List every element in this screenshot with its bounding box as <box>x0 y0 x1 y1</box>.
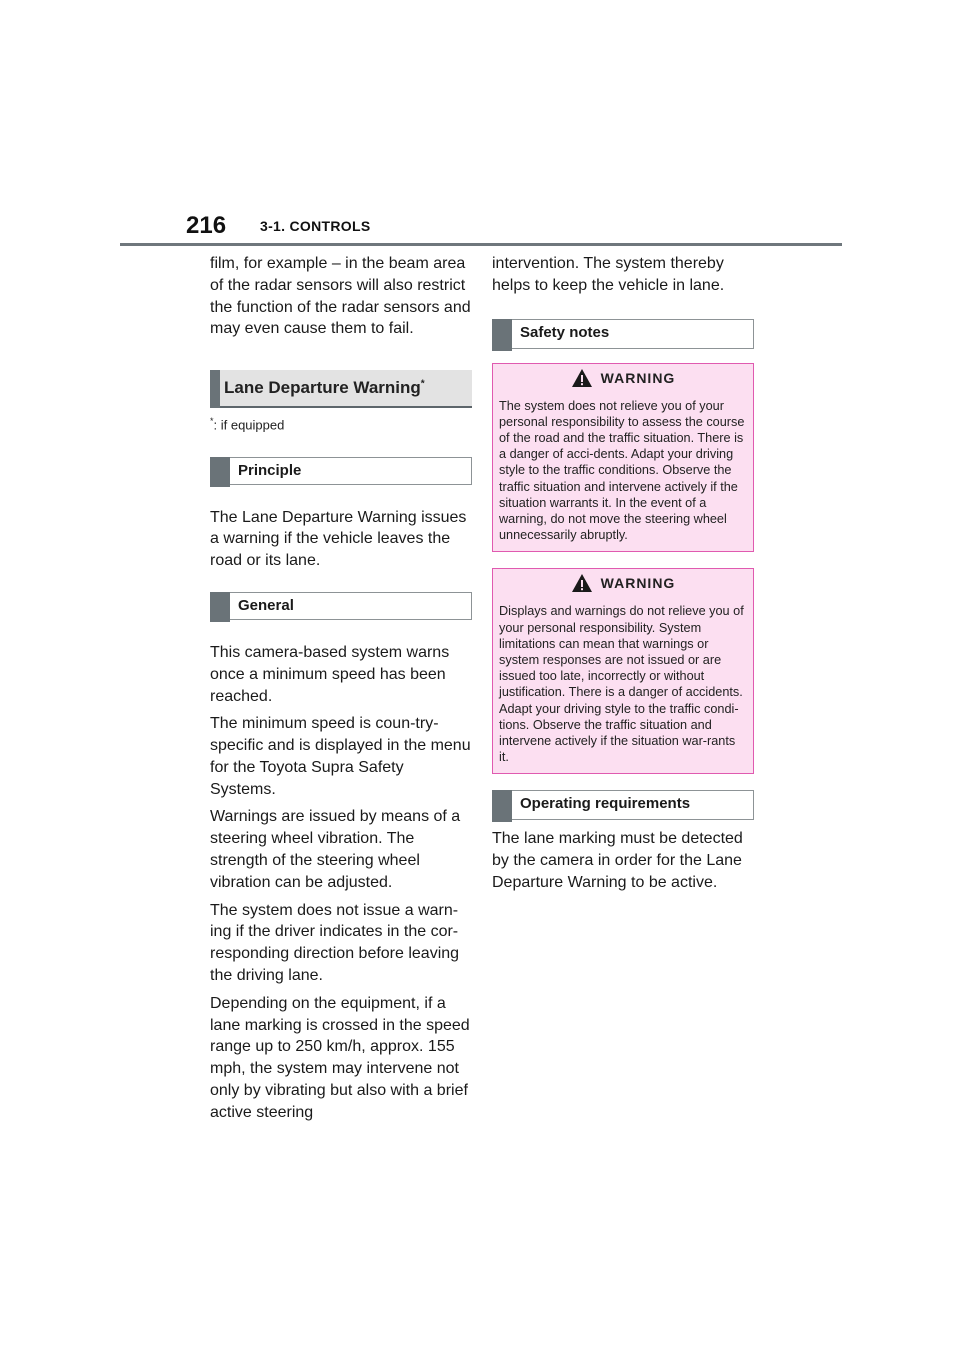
safety-notes-title: Safety notes <box>520 323 610 341</box>
warning-text: The system does not relieve you of your personal responsibility to assess the course of the road and the traffic situation. There is a danger of acci-dents. Adapt your driving style to the traffic conditions. Observe the traffic situation and intervene actively if the situation warrants it. In the event of a warning, do not move the steering wheel unnecessarily abruptly. <box>499 398 745 543</box>
general-heading <box>210 592 472 620</box>
warning-triangle-icon <box>571 368 593 388</box>
general-paragraph-1: This camera-based system warns once a minimum speed has been reached. <box>210 643 450 705</box>
general-paragraph-5: Depending on the equipment, if a lane marking is crossed in the speed range up to 250 km/h, approx. 155 mph, the system may intervene not only by vibrating but also with a brief active steering <box>210 994 470 1121</box>
warning-text: Displays and warnings do not relieve you of your personal responsibility. System limitations can mean that warnings or system responses are not issued or are issued too late, incorrectly or without justification. There is a danger of accidents. Adapt your driving style to the traffic condi-tions. Observe the traffic situation and intervene actively if the situation war-rants it. <box>499 604 744 765</box>
general-title: General <box>238 596 294 614</box>
principle-title: Principle <box>238 461 302 479</box>
operating-requirements-heading <box>492 790 754 820</box>
footnote-marker: * <box>420 378 425 390</box>
subheading-bar <box>492 319 512 351</box>
page-number: 216 <box>186 212 227 239</box>
warning-header <box>499 573 747 599</box>
subheading-bar <box>210 457 230 487</box>
warning-title: WARNING <box>600 575 676 592</box>
warning-header <box>499 368 747 394</box>
right-intro-paragraph: intervention. The system thereby helps to keep the vehicle in lane. <box>492 255 725 294</box>
principle-paragraph: The Lane Departure Warning issues a warning if the vehicle leaves the road or its lane. <box>210 508 467 570</box>
general-paragraph-4: The system does not issue a warn-ing if the driver indicates in the cor-responding direction before leaving the driving lane. <box>210 901 460 985</box>
right-column <box>492 253 754 900</box>
left-column <box>210 253 472 1130</box>
header-rule <box>120 243 842 246</box>
section-header: 3-1. CONTROLS <box>260 218 371 234</box>
general-paragraph-2: The minimum speed is coun-try-specific and is displayed in the menu for the Toyota Supra Safety Systems. <box>210 715 471 798</box>
operating-requirements-title: Operating requirements <box>520 795 691 813</box>
lane-departure-heading <box>210 370 472 408</box>
heading-bar <box>210 370 220 408</box>
warning-title: WARNING <box>600 369 676 386</box>
safety-notes-heading <box>492 319 754 349</box>
left-intro-paragraph: film, for example – in the beam area of the radar sensors will also restrict the function of the radar sensors and may even cause them to fail. <box>210 255 471 338</box>
warning-box-1 <box>492 363 754 553</box>
warning-triangle-icon <box>571 573 593 593</box>
subheading-bar <box>492 790 512 822</box>
footnote: *: if equipped <box>210 416 285 433</box>
warning-box-2 <box>492 568 754 774</box>
general-paragraph-3: Warnings are issued by means of a steering wheel vibration. The strength of the steering wheel vibration can be adjusted. <box>210 808 461 891</box>
lane-departure-title: Lane Departure Warning* <box>224 378 425 398</box>
requirements-paragraph: The lane marking must be detected by the camera in order for the Lane Departure Warning to be active. <box>492 830 743 892</box>
subheading-bar <box>210 592 230 622</box>
principle-heading <box>210 457 472 485</box>
